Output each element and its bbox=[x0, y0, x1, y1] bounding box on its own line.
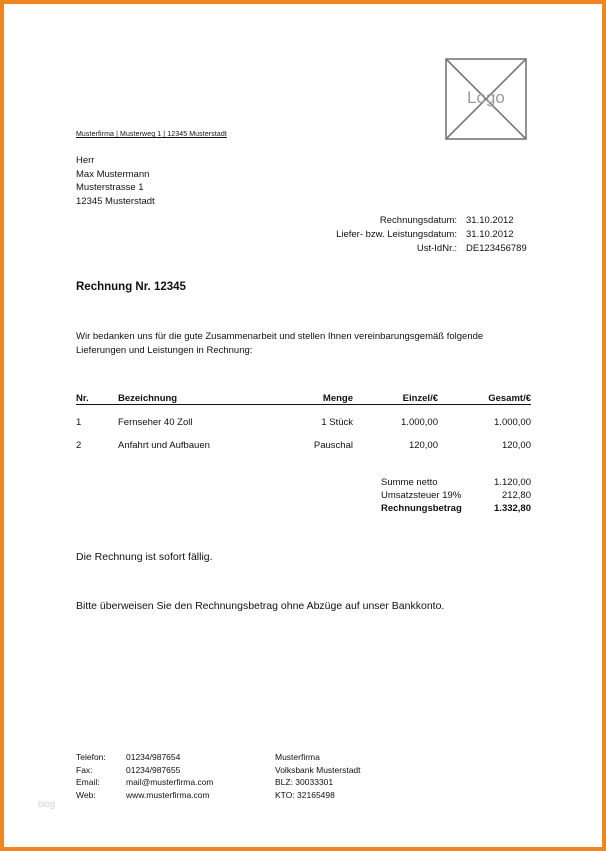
vat-id-label: Ust-IdNr.: bbox=[416, 243, 457, 254]
invoice-title: Rechnung Nr. 12345 bbox=[76, 281, 186, 293]
net-total-value: 1.120,00 bbox=[494, 477, 531, 488]
row2-qty: Pauschal bbox=[313, 440, 353, 451]
net-total-label: Summe netto bbox=[381, 477, 438, 488]
footer-email-label: Email: bbox=[76, 777, 100, 787]
col-header-total: Gesamt/€ bbox=[488, 393, 531, 404]
footer-web: www.musterfirma.com bbox=[126, 789, 210, 800]
footer-fax: 01234/987655 bbox=[126, 764, 181, 775]
footer-bank-details bbox=[275, 751, 361, 801]
col-header-nr: Nr. bbox=[76, 393, 89, 404]
sender-line: Musterfirma | Musterweg 1 | 12345 Musterstadt bbox=[76, 131, 227, 138]
col-header-qty: Menge bbox=[322, 393, 353, 404]
watermark-text: blog bbox=[38, 799, 56, 809]
gross-total-label: Rechnungsbetrag bbox=[381, 503, 462, 514]
delivery-date-label: Liefer- bzw. Leistungsdatum: bbox=[336, 229, 457, 240]
invoice-date-value: 31.10.2012 bbox=[466, 215, 514, 226]
invoice-date-label: Rechnungsdatum: bbox=[379, 215, 457, 226]
due-notice: Die Rechnung ist sofort fällig. bbox=[76, 551, 213, 563]
footer-company: Musterfirma bbox=[275, 752, 320, 762]
recipient-city: 12345 Musterstadt bbox=[76, 195, 155, 207]
intro-line-1: Wir bedanken uns für die gute Zusammenarbeit und stellen Ihnen vereinbarungsgemäß folgende bbox=[76, 331, 484, 342]
footer-fax-label: Fax: bbox=[76, 764, 93, 775]
footer-blz: BLZ: 30033301 bbox=[275, 777, 334, 787]
recipient-address bbox=[76, 154, 155, 208]
intro-line-2: Lieferungen und Leistungen in Rechnung: bbox=[76, 345, 253, 356]
recipient-name: Max Mustermann bbox=[76, 168, 150, 180]
row1-total: 1.000,00 bbox=[494, 417, 531, 428]
vat-id-value: DE123456789 bbox=[466, 243, 527, 254]
row1-qty: 1 Stück bbox=[321, 417, 353, 428]
footer-account: KTO: 32165498 bbox=[275, 789, 335, 800]
table-header-rule bbox=[76, 404, 531, 405]
payment-notice: Bitte überweisen Sie den Rechnungsbetrag ohne Abzüge auf unser Bankkonto. bbox=[76, 600, 445, 612]
footer-phone: 01234/987654 bbox=[126, 752, 181, 762]
tax-value: 212,80 bbox=[501, 490, 531, 501]
row1-desc: Fernseher 40 Zoll bbox=[118, 417, 193, 428]
row2-nr: 2 bbox=[76, 440, 82, 451]
footer-contact-values bbox=[126, 751, 214, 801]
row1-nr: 1 bbox=[76, 417, 82, 428]
footer-bank-name: Volksbank Musterstadt bbox=[275, 764, 361, 775]
logo-placeholder bbox=[445, 58, 527, 140]
footer-phone-label: Telefon: bbox=[76, 752, 106, 762]
footer-web-label: Web: bbox=[76, 789, 96, 800]
intro-text bbox=[76, 330, 536, 358]
row2-unit: 120,00 bbox=[408, 440, 438, 451]
logo-text: Logo bbox=[467, 88, 505, 107]
footer-contact-labels bbox=[76, 751, 106, 801]
recipient-street: Musterstrasse 1 bbox=[76, 182, 144, 193]
gross-total-value: 1.332,80 bbox=[494, 503, 531, 514]
row2-desc: Anfahrt und Aufbauen bbox=[118, 440, 210, 451]
row2-total: 120,00 bbox=[501, 440, 531, 451]
col-header-desc: Bezeichnung bbox=[118, 393, 178, 404]
footer-email: mail@musterfirma.com bbox=[126, 777, 214, 787]
recipient-salutation: Herr bbox=[76, 155, 95, 166]
delivery-date-value: 31.10.2012 bbox=[466, 229, 514, 240]
tax-label: Umsatzsteuer 19% bbox=[381, 490, 462, 501]
col-header-unit: Einzel/€ bbox=[402, 393, 438, 404]
row1-unit: 1.000,00 bbox=[401, 417, 438, 428]
